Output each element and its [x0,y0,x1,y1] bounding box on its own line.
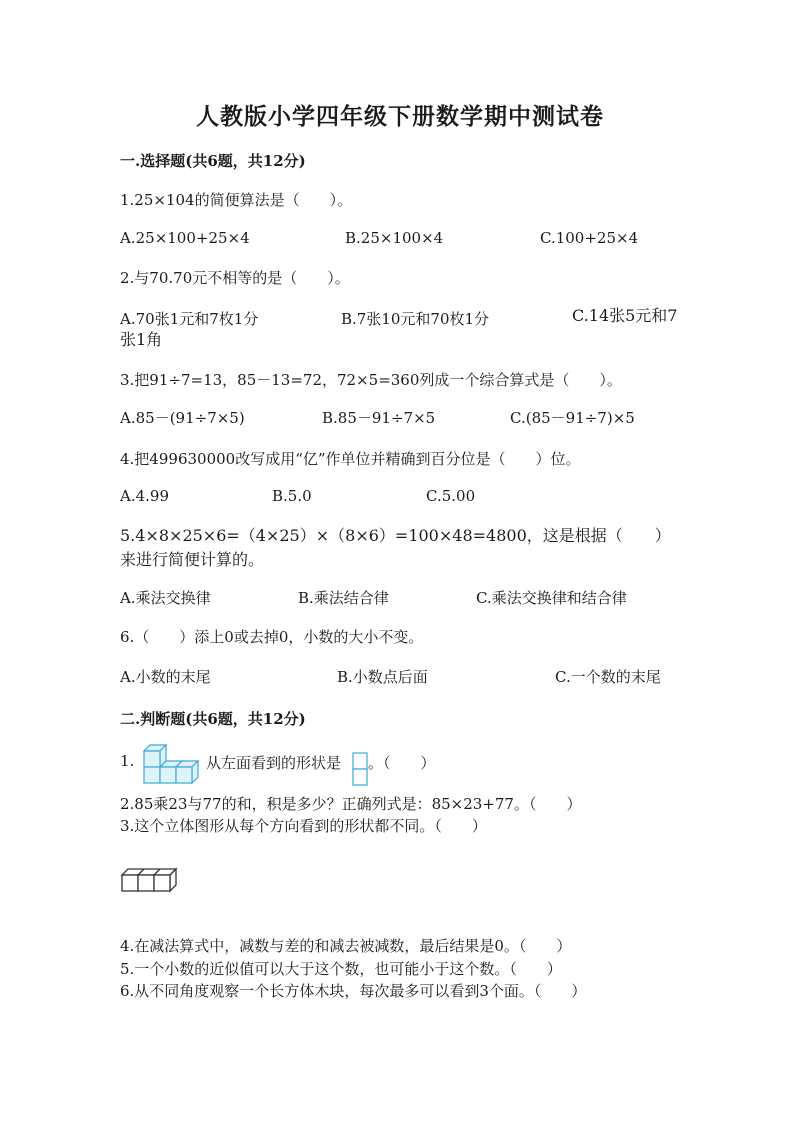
option-5a: A.乘法交换律 [120,589,211,607]
option-1a: A.25×100+25×4 [120,229,250,247]
question-6: 6.（ ）添上0或去掉0，小数的大小不变。 [120,628,424,646]
question-2: 2.与70.70元不相等的是（ ）。 [120,269,350,287]
cuboid-figure [120,866,178,894]
option-5c: C.乘法交换律和结合律 [476,589,627,607]
cube-stack-figure [142,742,200,786]
tf-question-3: 3.这个立体图形从每个方向看到的形状都不同。（ ） [120,817,487,835]
left-view-figure [352,752,368,786]
option-4a: A.4.99 [120,487,169,505]
option-1c: C.100+25×4 [540,229,639,247]
option-2c: C.14张5元和7张1角 [120,306,678,349]
option-1b: B.25×100×4 [345,229,444,247]
tf-question-5: 5.一个小数的近似值可以大于这个数，也可能小于这个数。（ ） [120,960,562,978]
tf-question-4: 4.在减法算式中，减数与差的和减去被减数，最后结果是0。（ ） [120,937,572,955]
tf-question-1-number: 1. [120,752,135,770]
tf-question-2: 2.85乘23与77的和，积是多少？正确列式是：85×23+77。（ ） [120,795,582,813]
question-5: 5.4×8×25×6=（4×25）×（8×6）=100×48=4800，这是根据（ ）来进行简便计算的。 [120,526,671,569]
option-6b: B.小数点后面 [337,668,428,686]
option-3a: A.85－(91÷7×5) [120,409,245,427]
tf-question-6: 6.从不同角度观察一个长方体木块，每次最多可以看到3个面。（ ） [120,982,587,1000]
tf-question-1-end: 。（ ） [368,754,436,772]
option-3b: B.85－91÷7×5 [322,409,436,427]
option-2b: B.7张10元和70枚1分 [341,310,490,328]
section-heading-choice: 一.选择题(共6题，共12分) [120,152,306,170]
question-3: 3.把91÷7=13，85－13=72，72×5=360列成一个综合算式是（ ）。 [120,371,622,389]
option-4c: C.5.00 [426,487,476,505]
option-5b: B.乘法结合律 [298,589,389,607]
option-6a: A.小数的末尾 [120,668,211,686]
section-heading-judgement: 二.判断题(共6题，共12分) [120,710,306,728]
question-4: 4.把499630000改写成用“亿”作单位并精确到百分位是（ ）位。 [120,450,581,468]
option-4b: B.5.0 [272,487,312,505]
option-6c: C.一个数的末尾 [555,668,661,686]
option-3c: C.(85－91÷7)×5 [510,409,635,427]
tf-question-1-text: 从左面看到的形状是 [206,754,342,772]
option-2a: A.70张1元和7枚1分 [120,310,259,328]
page-title: 人教版小学四年级下册数学期中测试卷 [196,103,604,130]
question-1: 1.25×104的简便算法是（ ）。 [120,191,353,209]
